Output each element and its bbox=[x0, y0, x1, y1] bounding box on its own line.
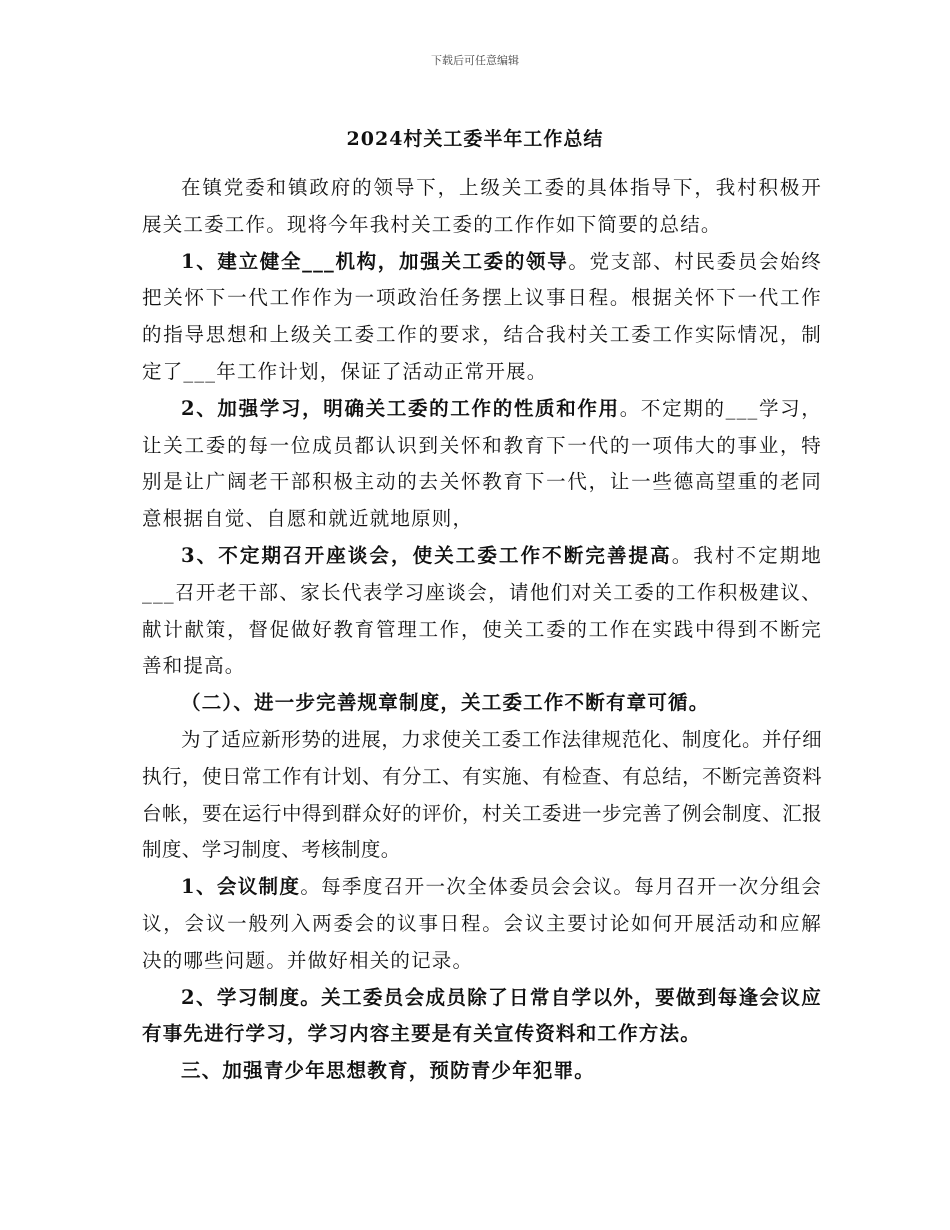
paragraph-intro bbox=[142, 170, 822, 244]
paragraph-lead: 1、会议制度 bbox=[181, 875, 301, 899]
section-heading-2: （二）、进一步完善规章制度，关工委工作不断有章可循。 bbox=[181, 691, 710, 715]
paragraph-text: 在镇党委和镇政府的领导下，上级关工委的具体指导下，我村积极开展关工委工作。现将今年我村关工委的工作作如下简要的总结。 bbox=[142, 176, 822, 236]
paragraph-text: 。每季度召开一次全体委员会会议。每月召开一次分组会议，会议一般列入两委会的议事日程。会议主要讨论如何开展活动和应解决的哪些问题。并做好相关的记录。 bbox=[142, 875, 822, 972]
document-title: 2024村关工委半年工作总结 bbox=[346, 128, 604, 150]
paragraph-lead: 3、不定期召开座谈会，使关工委工作不断完善提高 bbox=[181, 543, 672, 567]
section-heading-3: 三、加强青少年思想教育，预防青少年犯罪。 bbox=[181, 1059, 596, 1083]
paragraph-text: 为了适应新形势的进展，力求使关工委工作法律规范化、制度化。并仔细执行，使日常工作有计划、有分工、有实施、有检查、有总结，不断完善资料台帐，要在运行中得到群众好的评价，村关工委进一步完善了例会制度、汇报制度、学习制度、考核制度。 bbox=[142, 727, 822, 862]
paragraph-lead: 2、加强学习，明确关工委的工作的性质和作用 bbox=[181, 396, 620, 420]
paragraph-item-3 bbox=[142, 538, 822, 685]
paragraph-meeting-rule bbox=[142, 869, 822, 979]
paragraph-text: 。党支部、村民委员会始终把关怀下一代工作作为一项政治任务摆上议事日程。根据关怀下一代工作的指导思想和上级关工委工作的要求，结合我村关工委工作实际情况，制定了___年工作计划，保证了活动正常开展。 bbox=[142, 249, 822, 383]
paragraph-item-2 bbox=[142, 391, 822, 538]
paragraph-text: 。我村不定期地___召开老干部、家长代表学习座谈会，请他们对关工委的工作积极建议、献计献策，督促做好教育管理工作，使关工委的工作在实践中得到不断完善和提高。 bbox=[142, 543, 822, 678]
document-body bbox=[142, 170, 822, 1090]
paragraph-rules bbox=[142, 722, 822, 869]
paragraph-lead: 1、建立健全___机构，加强关工委的领导 bbox=[181, 249, 569, 273]
paragraph-study-rule: 2、学习制度。关工委员会成员除了日常自学以外，要做到每逢会议应有事先进行学习，学习内容主要是有关宣传资料和工作方法。 bbox=[142, 985, 822, 1046]
header-note: 下载后可任意编辑 bbox=[431, 54, 519, 67]
paragraph-text: 。不定期的___学习，让关工委的每一位成员都认识到关怀和教育下一代的一项伟大的事业，特别是让广阔老干部积极主动的去关怀教育下一代，让一些德高望重的老同意根据自觉、自愿和就近就地原则， bbox=[142, 396, 822, 531]
paragraph-item-1 bbox=[142, 244, 822, 391]
